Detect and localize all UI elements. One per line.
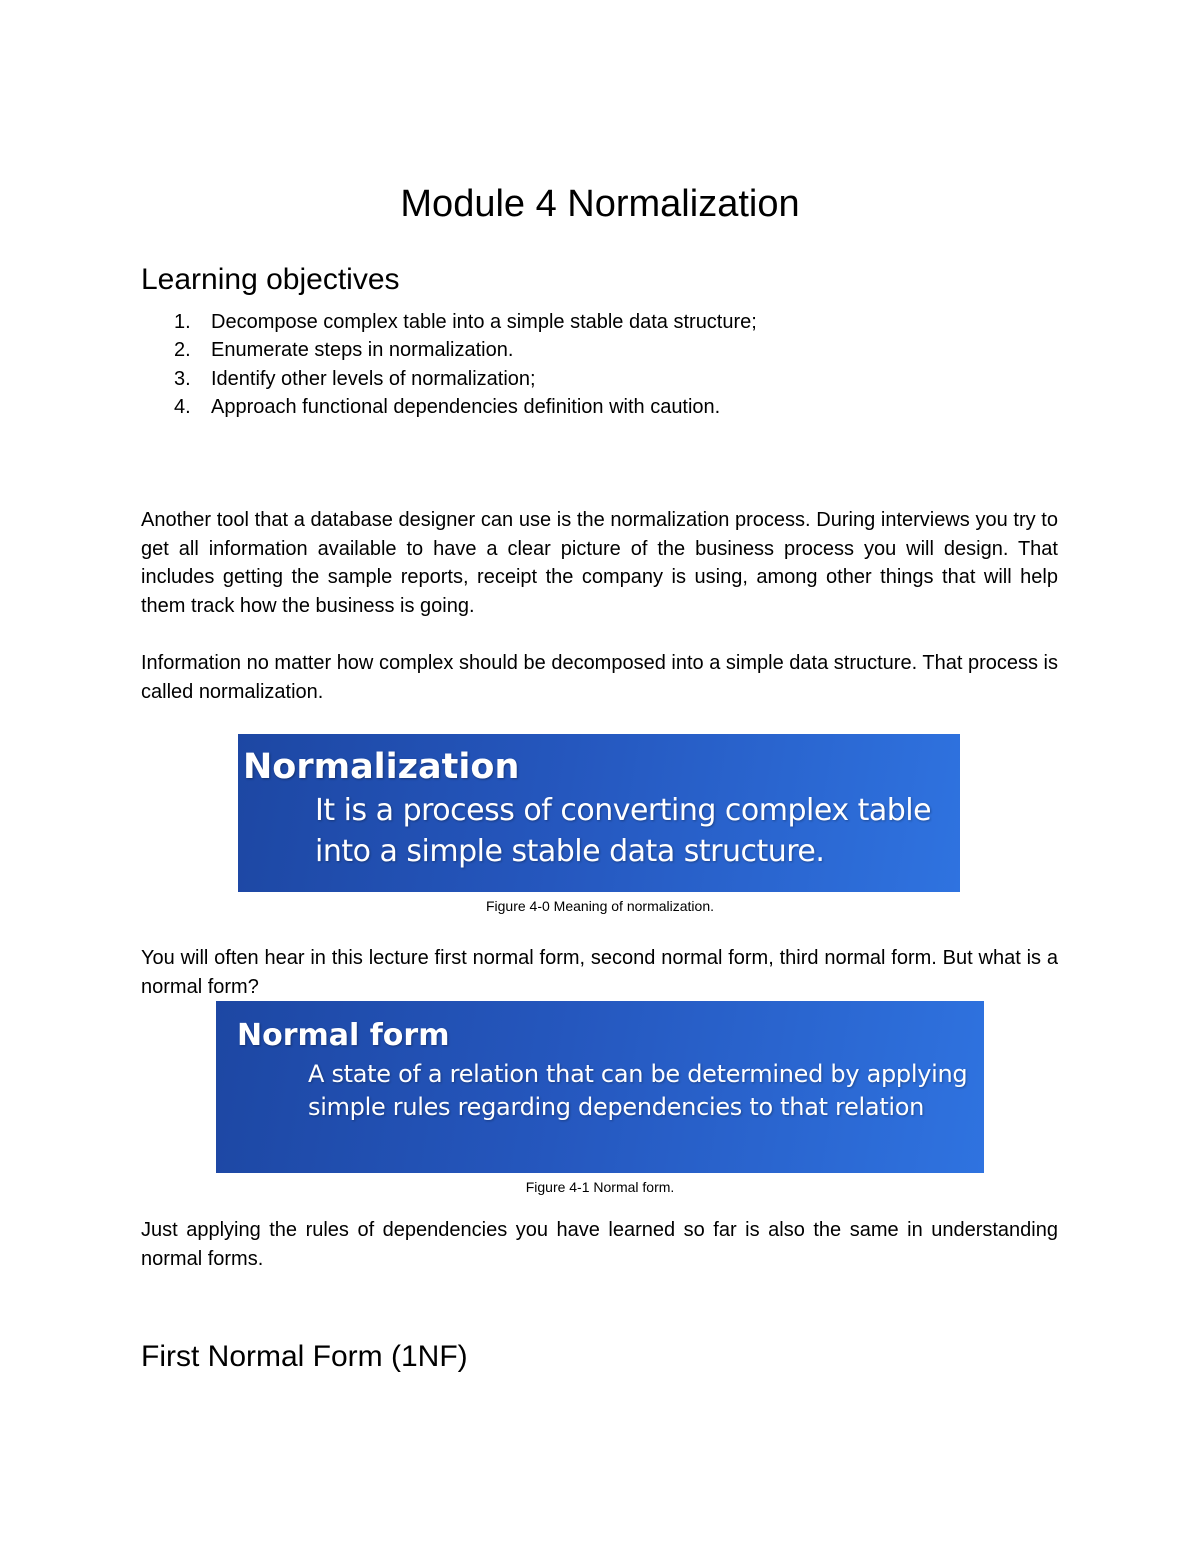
page-title: Module 4 Normalization (400, 183, 800, 225)
list-item (141, 336, 757, 364)
slide-title: Normalization (243, 747, 520, 787)
list-item-number: 2. (174, 339, 191, 362)
figure-caption: Figure 4-0 Meaning of normalization. (485, 898, 714, 914)
list-item-number: 4. (174, 395, 191, 418)
list-item (141, 365, 757, 393)
normalization-definition-paragraph: Information no matter how complex should be decomposed into a simple data structure. That process is called normalization. (141, 652, 1058, 703)
slide-title: Normal form (237, 1018, 450, 1053)
dependencies-paragraph: Just applying the rules of dependencies you have learned so far is also the same in understanding normal forms. (141, 1219, 1058, 1270)
slide-body: It is a process of converting complex table into a simple stable data structure. (315, 793, 932, 869)
list-item-number: 1. (174, 311, 191, 333)
normal-form-question-paragraph: You will often hear in this lecture first normal form, second normal form, third normal form. But what is a normal form? (141, 947, 1058, 998)
list-item-text: Approach functional dependencies definition with caution. (211, 395, 721, 418)
list-item (141, 393, 757, 421)
list-item-text: Decompose complex table into a simple stable data structure; (211, 311, 757, 333)
normal-form-slide-figure (216, 1001, 984, 1173)
list-item-text: Identify other levels of normalization; (211, 367, 536, 390)
first-normal-form-heading: First Normal Form (1NF) (141, 1340, 468, 1373)
list-item-text: Enumerate steps in normalization. (211, 339, 514, 362)
list-item (141, 308, 757, 336)
figure-caption: Figure 4-1 Normal form. (525, 1179, 675, 1195)
intro-paragraph: Another tool that a database designer can use is the normalization process. During interviews you try to get all information available to have a clear picture of the business process you will design. That includes getting the sample reports, receipt the company is using, among other things that will help them track how the business is going. (141, 509, 1058, 617)
list-item-number: 3. (174, 367, 191, 390)
learning-objectives-heading: Learning objectives (141, 263, 400, 296)
normalization-slide-figure (238, 734, 960, 892)
slide-body: A state of a relation that can be determined by applying simple rules regarding dependencies to that relation (308, 1060, 968, 1121)
learning-objectives-list (141, 308, 757, 421)
